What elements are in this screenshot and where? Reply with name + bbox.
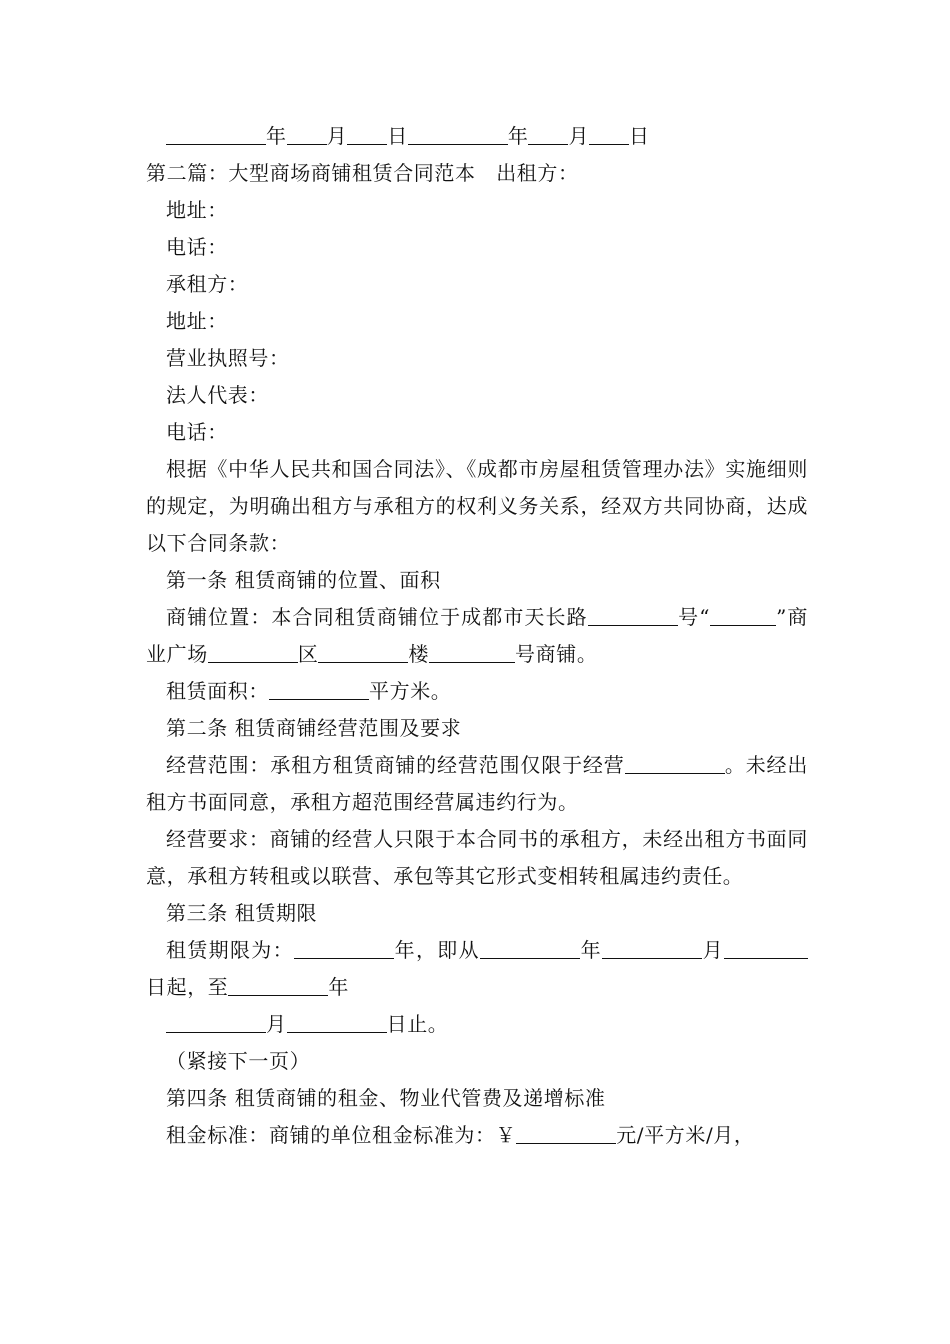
lessee-phone: 电话： <box>166 420 228 444</box>
blank-field <box>287 1008 387 1033</box>
article-1-area: 租赁面积： 平方米。 <box>146 673 808 710</box>
month-label: 月 <box>326 124 348 148</box>
document-title: 第二篇：大型商场商铺租赁合同范本 出租方： <box>146 161 579 185</box>
article-2-requirements: 经营要求：商铺的经营人只限于本合同书的承租方，未经出租方书面同意，承租方转租或以联营、承包等其它形式变相转租属违约责任。 <box>146 827 808 888</box>
business-license: 营业执照号： <box>166 346 290 370</box>
article-1-heading: 第一条 租赁商铺的位置、面积 <box>166 568 441 592</box>
blank-field <box>347 120 387 145</box>
month-label: 月 <box>568 124 590 148</box>
legal-representative: 法人代表： <box>166 383 269 407</box>
lessor-address: 地址： <box>166 198 228 222</box>
blank-field <box>602 934 702 959</box>
day-label: 日 <box>629 124 650 148</box>
blank-field <box>754 601 776 626</box>
blank-field <box>287 120 327 145</box>
lessor-phone: 电话： <box>166 235 228 259</box>
lessee-label: 承租方： <box>166 272 249 296</box>
intro-paragraph: 根据《中华人民共和国合同法》、《成都市房屋租赁管理办法》实施细则的规定，为明确出租方与承租方的权利义务关系，经双方共同协商，达成以下合同条款： <box>146 457 808 555</box>
article-3-term-end: 月 日止。 <box>146 1006 808 1043</box>
blank-field <box>710 601 754 626</box>
blank-field <box>408 120 508 145</box>
year-label: 年 <box>266 124 287 148</box>
article-3-term: 租赁期限为： 年，即从 年 月日起，至 年 <box>146 932 808 1006</box>
blank-field <box>788 934 808 959</box>
article-4-rent: 租金标准：商铺的单位租金标准为：￥ 元/平方米/月， <box>146 1117 808 1154</box>
document-body <box>146 118 808 1154</box>
article-3-heading: 第三条 租赁期限 <box>166 901 318 925</box>
day-label: 日 <box>387 124 408 148</box>
blank-field <box>208 638 298 663</box>
blank-field <box>724 934 788 959</box>
blank-field <box>429 638 515 663</box>
blank-field <box>528 120 568 145</box>
blank-field <box>516 1119 616 1144</box>
blank-field <box>589 120 629 145</box>
blank-field <box>166 120 266 145</box>
blank-field <box>228 971 328 996</box>
blank-field <box>269 675 369 700</box>
blank-field <box>294 934 394 959</box>
article-2-scope: 经营范围：承租方租赁商铺的经营范围仅限于经营 。未经出租方书面同意，承租方超范围经营属违约行为。 <box>146 747 808 821</box>
blank-field <box>625 749 725 774</box>
article-2-heading: 第二条 租赁商铺经营范围及要求 <box>166 716 462 740</box>
lessee-address: 地址： <box>166 309 228 333</box>
blank-field <box>480 934 580 959</box>
blank-field <box>588 601 678 626</box>
continued-note: （紧接下一页） <box>166 1049 311 1073</box>
year-label: 年 <box>507 124 529 148</box>
blank-field <box>318 638 408 663</box>
article-1-location: 商铺位置：本合同租赁商铺位于成都市天长路 号“ ”商业广场 区 楼 号商铺。 <box>146 599 808 673</box>
blank-field <box>166 1008 266 1033</box>
signature-date-line <box>146 118 808 155</box>
article-4-heading: 第四条 租赁商铺的租金、物业代管费及递增标准 <box>166 1086 606 1110</box>
